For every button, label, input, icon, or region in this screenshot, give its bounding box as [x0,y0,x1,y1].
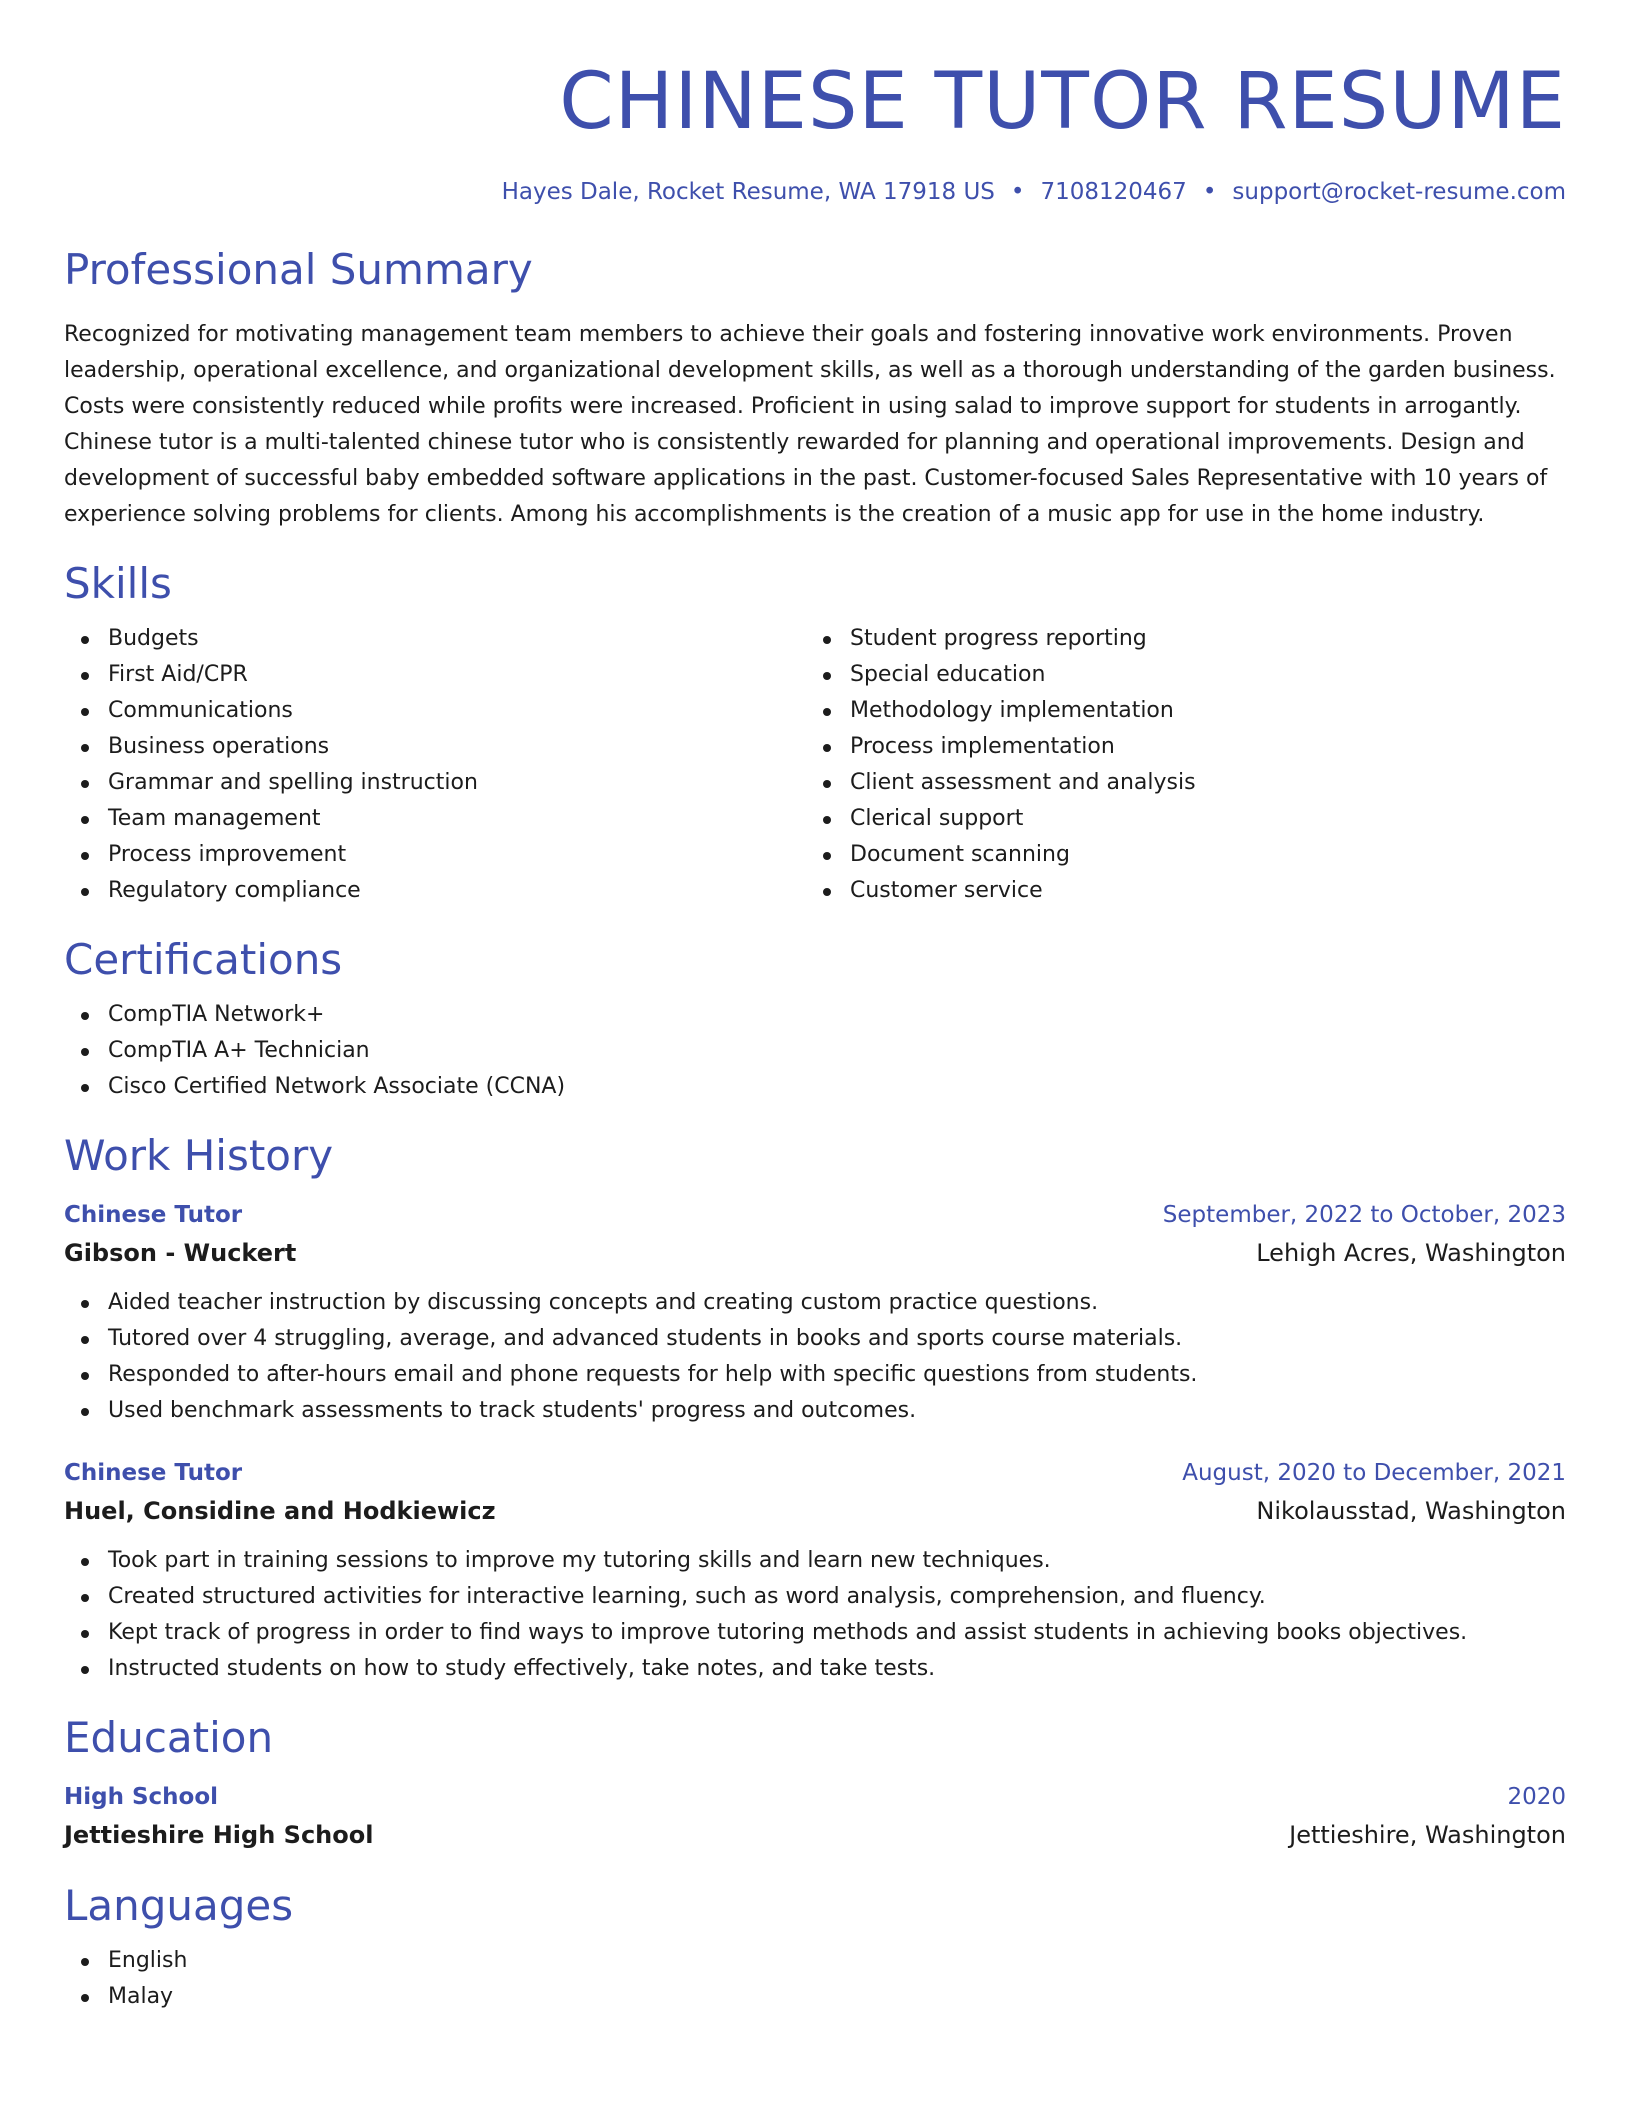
job-bullets [64,1543,1566,1687]
education-section [64,1711,1566,1855]
summary-heading: Professional Summary [64,245,533,294]
job-location: Lehigh Acres, Washington [1256,1239,1566,1267]
summary-section [64,243,1566,533]
job-bullet: Used benchmark assessments to track students' progress and outcomes. [64,1393,1566,1429]
job-header [64,1455,1566,1491]
skill-item: Communications [64,693,806,729]
languages-section [64,1879,1566,2015]
skill-item: Business operations [64,729,806,765]
skill-item: Budgets [64,621,806,657]
job-subheader [64,1491,1566,1531]
page-title: CHINESE TUTOR RESUME [559,57,1566,147]
skills-heading: Skills [64,559,172,608]
certification-item: Cisco Certified Network Associate (CCNA) [64,1069,1566,1105]
skill-item: Methodology implementation [806,693,1548,729]
job-subheader [64,1233,1566,1273]
education-degree: High School [64,1784,219,1810]
skill-item: Document scanning [806,837,1548,873]
certifications-list [64,997,1566,1105]
resume-header [64,0,1566,208]
education-subheader [64,1815,1566,1855]
certifications-heading: Certifications [64,935,343,984]
job-bullets [64,1285,1566,1429]
job-company: Gibson - Wuckert [64,1239,297,1267]
contact-address: Hayes Dale, Rocket Resume, WA 17918 US [501,179,995,205]
job-dates: August, 2020 to December, 2021 [1182,1460,1566,1486]
certification-item: CompTIA Network+ [64,997,1566,1033]
work-section [64,1129,1566,1687]
education-school: Jettieshire High School [64,1821,374,1849]
language-item: Malay [64,1979,1566,2015]
languages-heading: Languages [64,1881,294,1930]
skill-item: Process implementation [806,729,1548,765]
job-bullet: Aided teacher instruction by discussing concepts and creating custom practice questions. [64,1285,1566,1321]
contact-line [64,176,1566,208]
job-entry [64,1197,1566,1429]
education-entry [64,1779,1566,1855]
work-heading: Work History [64,1131,334,1180]
education-heading: Education [64,1713,274,1762]
skills-list-left [64,621,806,909]
job-location: Nikolausstad, Washington [1256,1497,1566,1525]
skill-item: Regulatory compliance [64,873,806,909]
certification-item: CompTIA A+ Technician [64,1033,1566,1069]
summary-text: Recognized for motivating management team members to achieve their goals and fostering innovative work environments. Proven leadership, operational excellence, and organizational development skills, as well as a thorough understanding of the garden business. Costs were consistently reduced while profits were increased. Proficient in using salad to improve support for students in arrogantly. Chinese tutor is a multi-talented chinese tutor who is consistently rewarded for planning and operational improvements. Design and development of successful baby embedded software applications in the past. Customer-focused Sales Representative with 10 years of experience solving problems for clients. Among his accomplishments is the creation of a music app for use in the home industry. [64,322,1556,527]
skill-item: Clerical support [806,801,1548,837]
skill-item: Grammar and spelling instruction [64,765,806,801]
job-header [64,1197,1566,1233]
languages-list [64,1943,1566,2015]
education-header [64,1779,1566,1815]
contact-email[interactable]: support@rocket-resume.com [1232,179,1566,205]
skill-item: Student progress reporting [806,621,1548,657]
skill-item: Special education [806,657,1548,693]
skills-section [64,557,1566,909]
resume-page [64,0,1566,2015]
education-location: Jettieshire, Washington [1289,1821,1566,1849]
job-title: Chinese Tutor [64,1460,243,1486]
skill-item: Team management [64,801,806,837]
job-entry [64,1455,1566,1687]
skills-grid [64,621,1566,909]
job-bullet: Tutored over 4 struggling, average, and advanced students in books and sports course materials. [64,1321,1566,1357]
skill-item: Client assessment and analysis [806,765,1548,801]
skills-list-right [806,621,1548,909]
contact-separator: • [1010,179,1025,205]
job-bullet: Kept track of progress in order to find ways to improve tutoring methods and assist students in achieving books objectives. [64,1615,1566,1651]
skill-item: First Aid/CPR [64,657,806,693]
education-year: 2020 [1507,1784,1566,1810]
job-bullet: Took part in training sessions to improve my tutoring skills and learn new techniques. [64,1543,1566,1579]
job-dates: September, 2022 to October, 2023 [1162,1202,1566,1228]
contact-phone: 7108120467 [1040,179,1187,205]
job-bullet: Created structured activities for interactive learning, such as word analysis, comprehension, and fluency. [64,1579,1566,1615]
language-item: English [64,1943,1566,1979]
skill-item: Process improvement [64,837,806,873]
contact-separator: • [1202,179,1217,205]
job-title: Chinese Tutor [64,1202,243,1228]
certifications-section [64,933,1566,1105]
job-company: Huel, Considine and Hodkiewicz [64,1497,496,1525]
skill-item: Customer service [806,873,1548,909]
job-bullet: Instructed students on how to study effectively, take notes, and take tests. [64,1651,1566,1687]
job-bullet: Responded to after-hours email and phone requests for help with specific questions from students. [64,1357,1566,1393]
